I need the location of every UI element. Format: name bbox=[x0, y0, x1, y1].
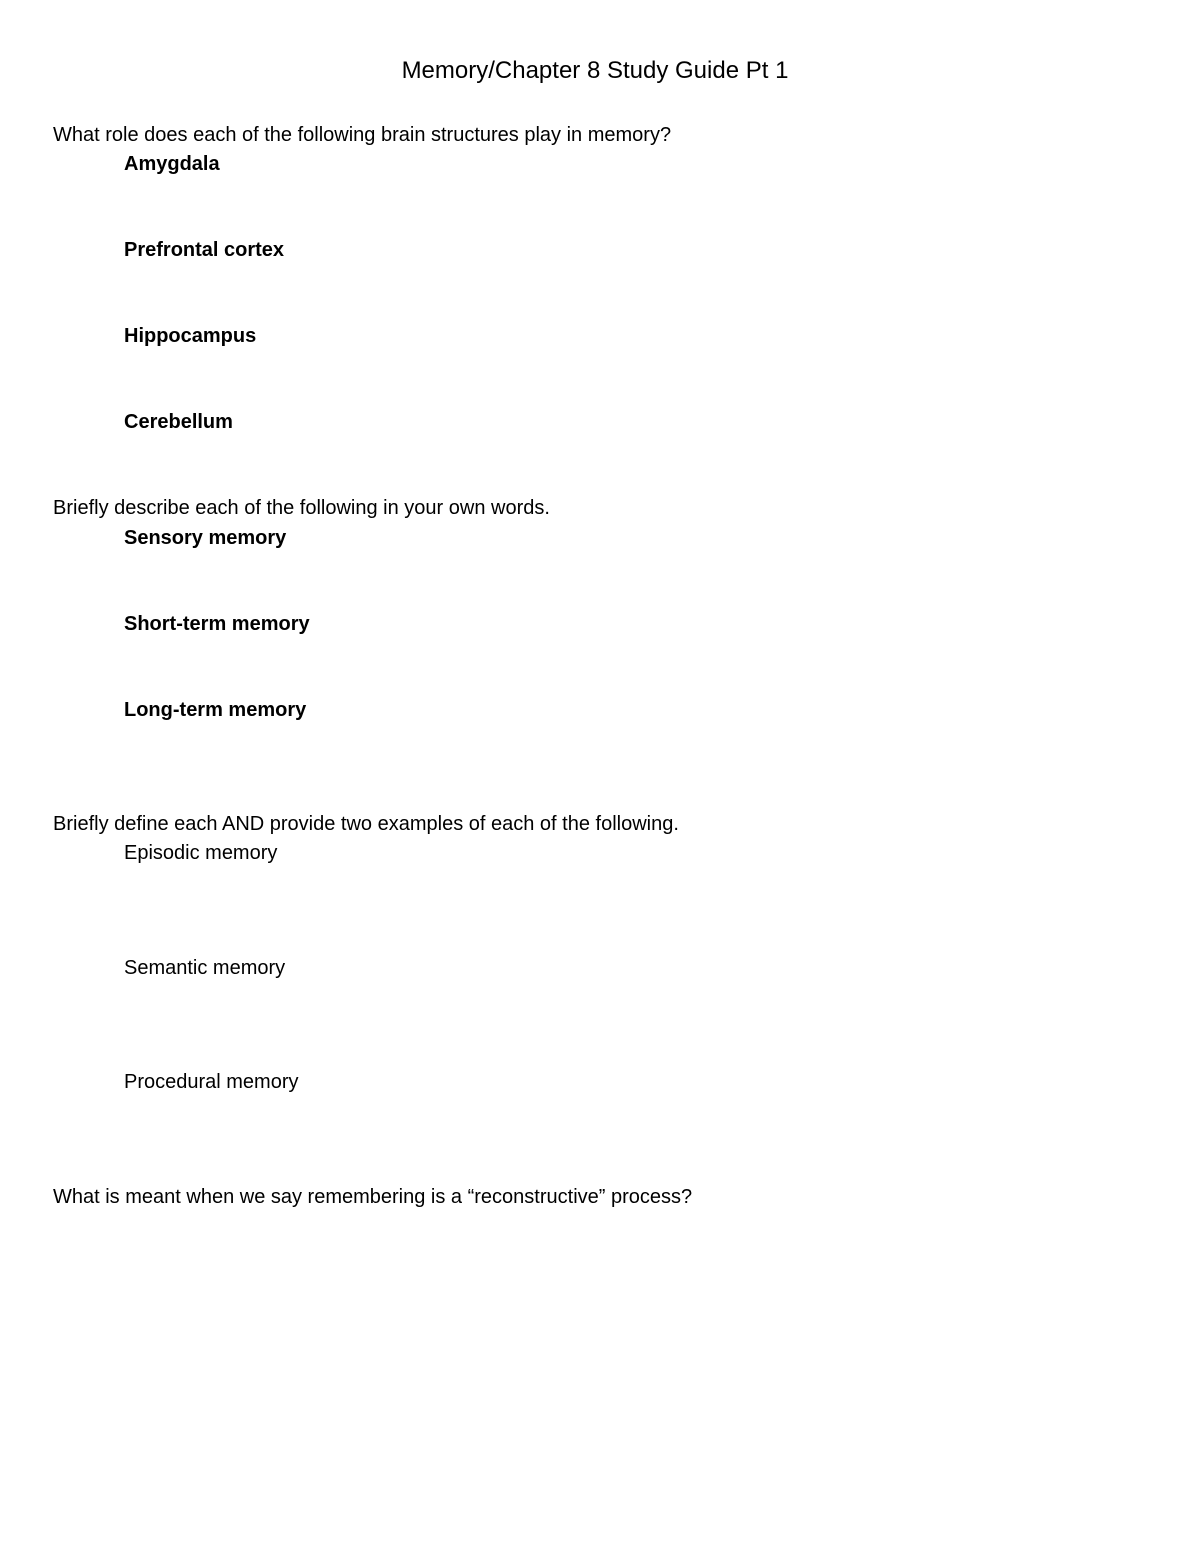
item-hippocampus: Hippocampus bbox=[124, 325, 257, 347]
item-sensory-memory: Sensory memory bbox=[124, 527, 287, 549]
question-describe-memory: Briefly describe each of the following in your own words. bbox=[53, 497, 550, 519]
item-long-term-memory: Long-term memory bbox=[124, 699, 307, 721]
item-prefrontal-cortex: Prefrontal cortex bbox=[124, 239, 285, 261]
item-semantic-memory: Semantic memory bbox=[124, 957, 286, 979]
question-brain-structures: What role does each of the following brain structures play in memory? bbox=[53, 124, 672, 146]
item-amygdala: Amygdala bbox=[124, 153, 220, 175]
page-title: Memory/Chapter 8 Study Guide Pt 1 bbox=[401, 57, 789, 84]
question-define-examples: Briefly define each AND provide two examples of each of the following. bbox=[53, 813, 679, 835]
item-episodic-memory: Episodic memory bbox=[124, 842, 278, 864]
item-procedural-memory: Procedural memory bbox=[124, 1071, 299, 1093]
item-cerebellum: Cerebellum bbox=[124, 411, 233, 433]
item-short-term-memory: Short-term memory bbox=[124, 613, 310, 635]
question-reconstructive-process: What is meant when we say remembering is a “reconstructive” process? bbox=[53, 1186, 693, 1208]
